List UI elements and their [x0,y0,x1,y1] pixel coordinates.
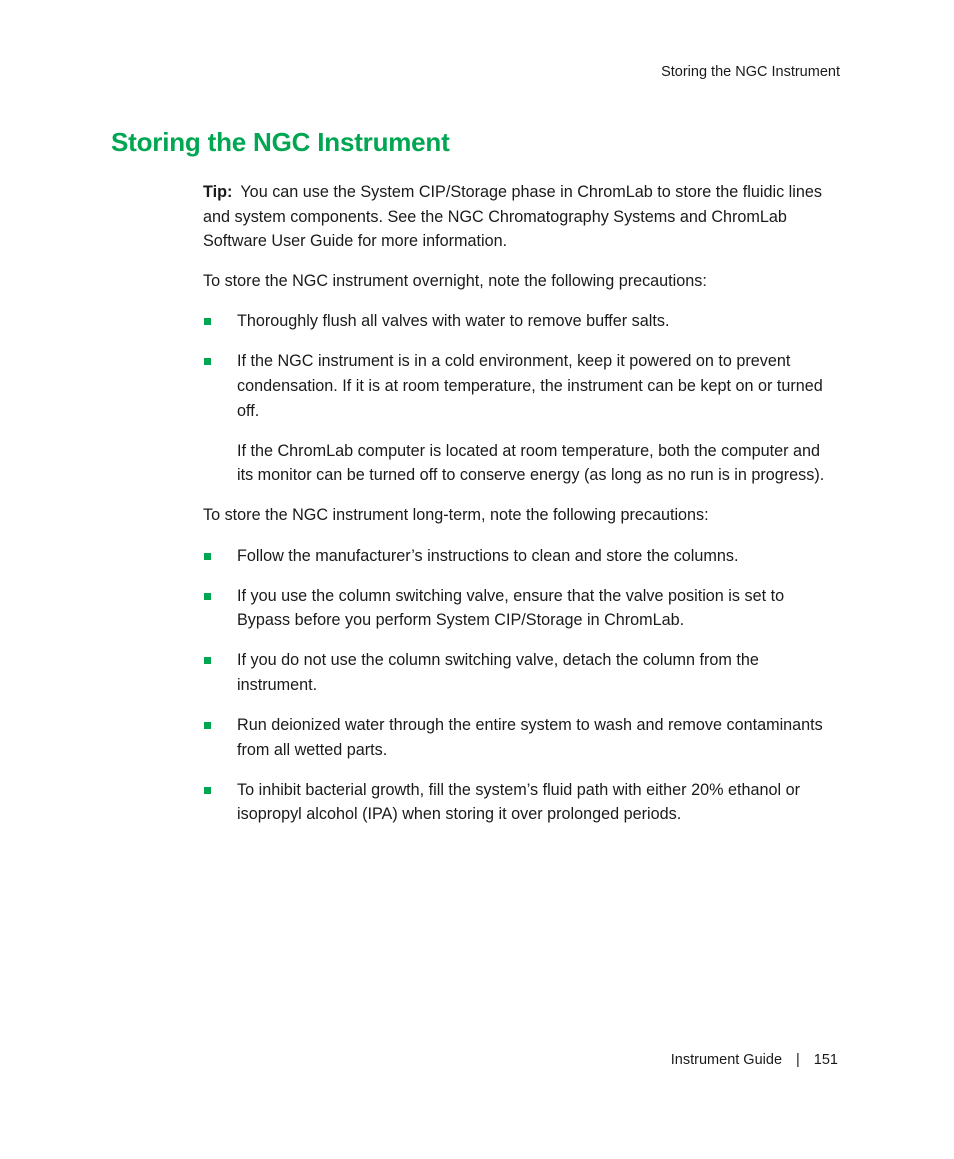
longterm-intro: To store the NGC instrument long-term, note the following precautions: [203,506,709,525]
list-item-text: Thoroughly flush all valves with water to remove buffer salts. [237,312,670,331]
square-bullet-icon [204,318,211,325]
list-item-text: If the NGC instrument is in a cold environment, keep it powered on to prevent condensation. If it is at room temperature, the instrument can be kept on or turned off. [237,352,823,420]
square-bullet-icon [204,593,211,600]
tip-paragraph [203,180,833,254]
square-bullet-icon [204,722,211,729]
square-bullet-icon [204,358,211,365]
list-item-text: If you do not use the column switching valve, detach the column from the instrument. [237,651,759,694]
square-bullet-icon [204,553,211,560]
list-item-text: If you use the column switching valve, ensure that the valve position is set to Bypass before you perform System CIP/Storage in ChromLab. [237,586,785,630]
longterm-list [203,544,833,827]
running-header: Storing the NGC Instrument [661,64,840,80]
list-item [203,648,833,697]
list-item [203,544,833,569]
overnight-list [203,309,833,488]
list-item [203,778,833,827]
main-content [203,180,833,842]
square-bullet-icon [204,657,211,664]
list-item-text: To inhibit bacterial growth, fill the system’s fluid path with either 20% ethanol or isopropyl alcohol (IPA) when storing it over prolonged periods. [237,780,800,824]
page-number: 151 [813,1052,838,1068]
list-item-note: If the ChromLab computer is located at room temperature, both the computer and its monitor can be turned off to conserve energy (as long as no run is in progress). [237,441,825,485]
square-bullet-icon [204,787,211,794]
list-item [203,713,833,762]
page-footer [671,1052,838,1068]
list-item [203,584,833,633]
footer-separator: | [796,1052,800,1068]
list-item [203,349,833,487]
list-item [203,309,833,334]
overnight-intro: To store the NGC instrument overnight, note the following precautions: [203,272,707,291]
list-item-text: Run deionized water through the entire system to wash and remove contaminants from all wetted parts. [237,716,823,759]
page-title: Storing the NGC Instrument [111,127,450,157]
footer-guide-name: Instrument Guide [670,1052,783,1068]
list-item-text: Follow the manufacturer’s instructions to clean and store the columns. [237,546,739,565]
tip-text: You can use the System CIP/Storage phase in ChromLab to store the fluidic lines and system components. See the NGC Chromatography Systems and ChromLab Software User Guide for more information. [203,183,822,251]
tip-label: Tip: [203,183,233,201]
